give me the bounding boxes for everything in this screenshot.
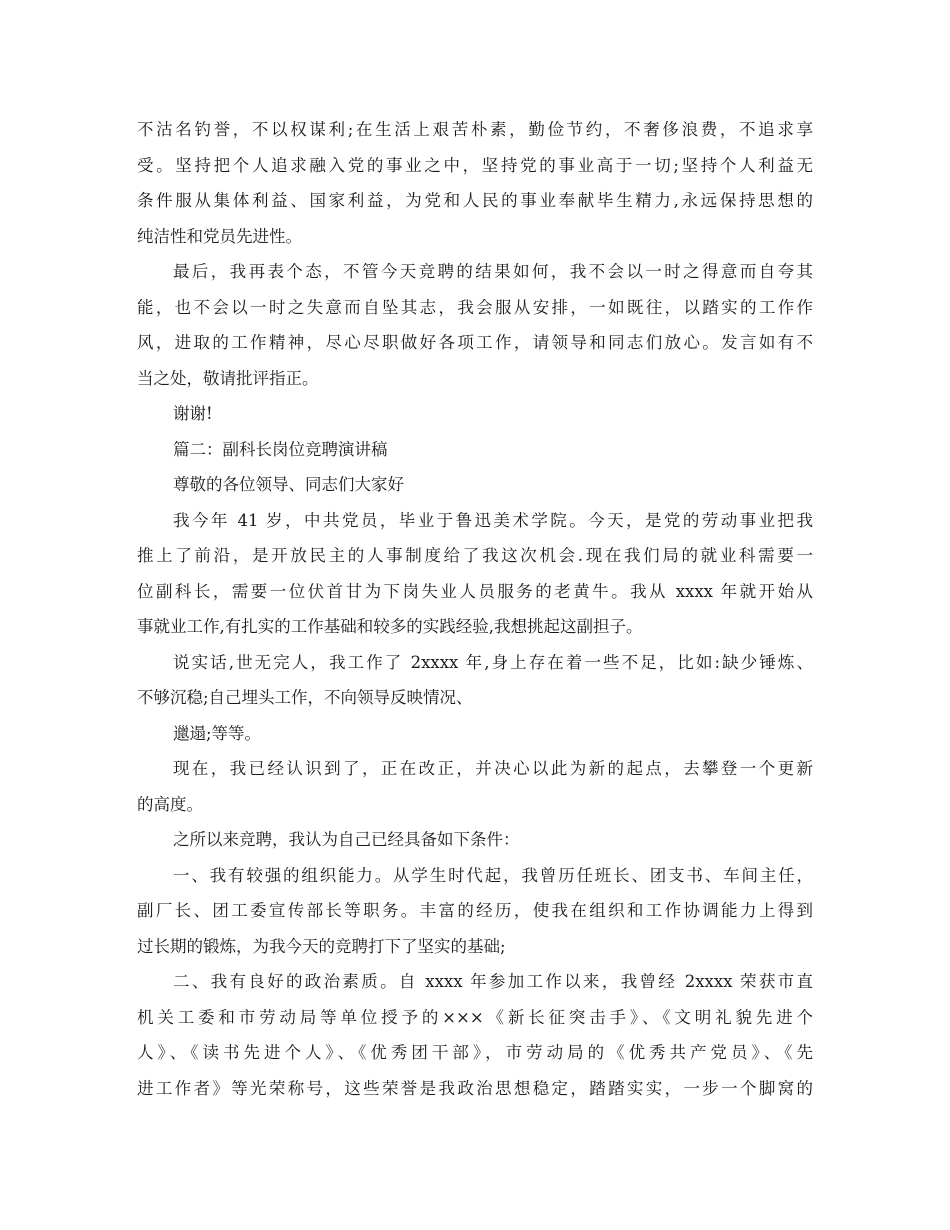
text-line: 最后，我再表个态，不管今天竞聘的结果如何，我不会以一时之得意而自夸其 [173,262,813,281]
text-line: 当之处，敬请批评指正。 [137,368,319,388]
text-line: 谢谢! [173,404,213,423]
text-line: 进工作者》等光荣称号，这些荣誉是我政治思想稳定，踏踏实实，一步一个脚窝的 [137,1078,813,1098]
text-line: 能，也不会以一时之失意而自坠其志，我会服从安排，一如既往，以踏实的工作作 [137,297,813,317]
text-line: 现在，我已经认识到了，正在改正，并决心以此为新的起点，去攀登一个更新 [173,759,813,778]
text-line: 条件服从集体利益、国家利益，为党和人民的事业奉献毕生精力,永远保持思想的 [137,191,813,210]
text-line: 过长期的锻炼，为我今天的竞聘打下了坚实的基础; [137,936,506,956]
document-body [137,112,813,1106]
text-line: 受。坚持把个人追求融入党的事业之中，坚持党的事业高于一切;坚持个人利益无 [137,155,813,175]
text-line: 不沽名钓誉，不以权谋利;在生活上艰苦朴素，勤俭节约，不奢侈浪费，不追求享 [137,120,813,139]
text-line: 篇二：副科长岗位竞聘演讲稿 [173,439,388,459]
text-line: 人》、《读书先进个人》、《优秀团干部》，市劳动局的《优秀共产党员》、《先 [137,1043,813,1062]
text-line: 推上了前沿，是开放民主的人事制度给了我这次机会.现在我们局的就业科需要一 [137,546,813,565]
text-line: 机关工委和市劳动局等单位授予的×××《新长征突击手》、《文明礼貌先进个 [137,1007,813,1027]
text-line: 一、我有较强的组织能力。从学生时代起，我曾历任班长、团支书、车间主任， [173,865,813,885]
text-line: 邋遢;等等。 [173,723,262,743]
text-line: 我今年 41 岁，中共党员，毕业于鲁迅美术学院。今天，是党的劳动事业把我 [173,510,813,530]
text-line: 不够沉稳;自己埋头工作，不向领导反映情况、 [137,688,473,707]
text-line: 尊敬的各位领导、同志们大家好 [173,475,404,494]
text-line: 说实话,世无完人，我工作了 2xxxx 年,身上存在着一些不足，比如:缺少锤炼、 [173,652,813,672]
text-line: 之所以来竞聘，我认为自己已经具备如下条件： [173,830,520,849]
text-line: 的高度。 [137,794,203,814]
text-line: 风，进取的工作精神，尽心尽职做好各项工作，请领导和同志们放心。发言如有不 [137,333,813,352]
text-line: 事就业工作,有扎实的工作基础和较多的实践经验,我想挑起这副担子。 [137,617,643,636]
text-line: 二、我有良好的政治素质。自 xxxx 年参加工作以来，我曾经 2xxxx 荣获市直 [173,972,813,991]
text-line: 纯洁性和党员先进性。 [137,226,302,246]
text-line: 位副科长，需要一位伏首甘为下岗失业人员服务的老黄牛。我从 xxxx 年就开始从 [137,581,813,601]
text-line: 副厂长、团工委宣传部长等职务。丰富的经历，使我在组织和工作协调能力上得到 [137,901,813,920]
